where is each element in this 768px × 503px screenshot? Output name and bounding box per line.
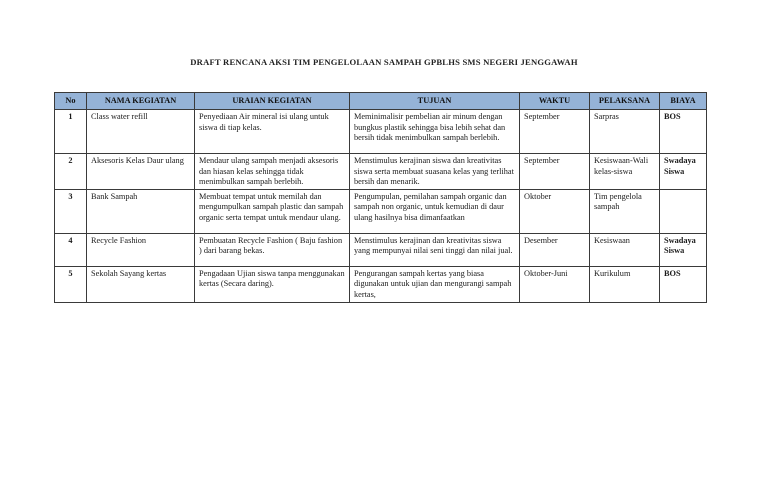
cell-waktu: Oktober-Juni: [520, 266, 590, 302]
cell-nama-kegiatan: Class water refill: [87, 110, 195, 154]
cell-biaya: Swadaya Siswa: [660, 233, 707, 266]
header-nama-kegiatan: NAMA KEGIATAN: [87, 93, 195, 110]
cell-uraian-kegiatan: Penyediaan Air mineral isi ulang untuk siswa di tiap kelas.: [195, 110, 350, 154]
cell-no: 5: [55, 266, 87, 302]
document-title: DRAFT RENCANA AKSI TIM PENGELOLAAN SAMPAH GPBLHS SMS NEGERI JENGGAWAH: [190, 57, 578, 67]
header-biaya: BIAYA: [660, 93, 707, 110]
cell-biaya: BOS: [660, 110, 707, 154]
cell-tujuan: Menstimulus kerajinan dan kreativitas siswa yang mempunyai nilai seni tinggi dan nilai jual.: [350, 233, 520, 266]
cell-pelaksana: Kurikulum: [590, 266, 660, 302]
header-tujuan: TUJUAN: [350, 93, 520, 110]
cell-nama-kegiatan: Recycle Fashion: [87, 233, 195, 266]
cell-nama-kegiatan: Sekolah Sayang kertas: [87, 266, 195, 302]
cell-nama-kegiatan: Aksesoris Kelas Daur ulang: [87, 154, 195, 190]
header-waktu: WAKTU: [520, 93, 590, 110]
header-uraian-kegiatan: URAIAN KEGIATAN: [195, 93, 350, 110]
table-row: [55, 154, 707, 190]
cell-biaya: Swadaya Siswa: [660, 154, 707, 190]
cell-uraian-kegiatan: Pengadaan Ujian siswa tanpa menggunakan kertas (Secara daring).: [195, 266, 350, 302]
cell-tujuan: Pengumpulan, pemilahan sampah organic dan sampah non organic, untuk kemudian di daur ulang hasilnya bisa dimanfaatkan: [350, 189, 520, 233]
cell-waktu: Oktober: [520, 189, 590, 233]
cell-tujuan: Menstimulus kerajinan siswa dan kreativitas siswa serta membuat suasana kelas yang terlihat bersih dan menarik.: [350, 154, 520, 190]
cell-no: 3: [55, 189, 87, 233]
cell-no: 2: [55, 154, 87, 190]
cell-tujuan: Meminimalisir pembelian air minum dengan bungkus plastik sehingga bisa lebih sehat dan bersih tidak menimbulkan sampah berlebih.: [350, 110, 520, 154]
cell-pelaksana: Kesiswaan: [590, 233, 660, 266]
cell-waktu: September: [520, 110, 590, 154]
cell-pelaksana: Tim pengelola sampah: [590, 189, 660, 233]
header-pelaksana: PELAKSANA: [590, 93, 660, 110]
cell-nama-kegiatan: Bank Sampah: [87, 189, 195, 233]
cell-no: 1: [55, 110, 87, 154]
cell-no: 4: [55, 233, 87, 266]
cell-uraian-kegiatan: Membuat tempat untuk memilah dan mengumpulkan sampah plastic dan sampah organic serta tempat untuk mendaur ulang.: [195, 189, 350, 233]
cell-biaya: BOS: [660, 266, 707, 302]
action-plan-table: [54, 92, 707, 303]
cell-tujuan: Pengurangan sampah kertas yang biasa digunakan untuk ujian dan mengurangi sampah kertas,: [350, 266, 520, 302]
cell-waktu: September: [520, 154, 590, 190]
cell-biaya: [660, 189, 707, 233]
table-row: [55, 189, 707, 233]
table-header-row: [55, 93, 707, 110]
cell-pelaksana: Kesiswaan-Wali kelas-siswa: [590, 154, 660, 190]
table-row: [55, 110, 707, 154]
cell-uraian-kegiatan: Mendaur ulang sampah menjadi aksesoris dan hiasan kelas sehingga tidak menimbulkan sampah berlebih.: [195, 154, 350, 190]
cell-waktu: Desember: [520, 233, 590, 266]
header-no: No: [55, 93, 87, 110]
table-row: [55, 266, 707, 302]
table-row: [55, 233, 707, 266]
cell-uraian-kegiatan: Pembuatan Recycle Fashion ( Baju fashion ) dari barang bekas.: [195, 233, 350, 266]
cell-pelaksana: Sarpras: [590, 110, 660, 154]
